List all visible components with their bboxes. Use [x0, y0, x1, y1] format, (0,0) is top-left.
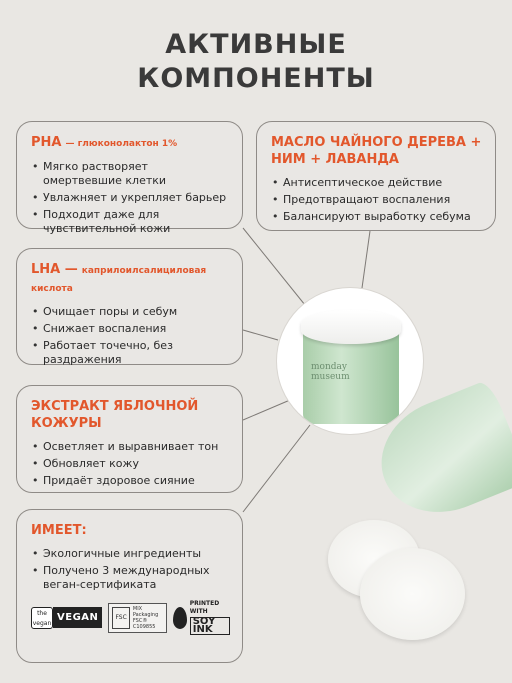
lha-list: [31, 305, 230, 367]
fsc-line-3: FSC® C109855: [132, 617, 156, 630]
fsc-tree-icon: FSC: [112, 607, 129, 629]
list-item: • Работает точечно, без раздражения: [31, 339, 230, 367]
jar-brand-label: [311, 362, 350, 382]
lha-name: LHA —: [31, 262, 78, 277]
title-line-1: АКТИВНЫЕ: [165, 29, 347, 60]
tea-tree-name: МАСЛО ЧАЙНОГО ДЕРЕВА + НИМ + ЛАВАНДА: [271, 135, 482, 167]
list-item: • Обновляет кожу: [31, 457, 230, 471]
lha-subtitle: каприлоилсалициловая кислота: [31, 266, 207, 294]
tea-tree-list: [271, 176, 483, 224]
card-tea-tree: [256, 121, 496, 231]
card-lha-heading: [31, 261, 230, 297]
product-jar-image: [277, 288, 423, 434]
pha-name: PHA: [31, 135, 62, 150]
list-item: • Осветляет и выравнивает тон: [31, 440, 230, 454]
list-item: • Подходит даже для чувствительной кожи: [31, 208, 230, 236]
soy-drop-icon: [173, 607, 187, 629]
vegan-badge: [31, 607, 102, 629]
brand-line-2: museum: [311, 372, 350, 382]
list-item: • Получено 3 международных веган-сертификата: [31, 564, 230, 592]
toner-pad: [360, 548, 465, 640]
brand-line-1: monday: [311, 362, 347, 372]
card-has-heading: [31, 522, 230, 539]
certifications: [31, 600, 230, 635]
list-item: • Предотвращают воспаления: [271, 193, 483, 207]
card-tea-tree-heading: [271, 134, 483, 168]
list-item: • Снижает воспаления: [31, 322, 230, 336]
pha-list: [31, 160, 230, 236]
list-item: • Балансируют выработку себума: [271, 210, 483, 224]
jar-lid: [301, 310, 401, 344]
card-apple: [16, 385, 243, 493]
apple-name: ЭКСТРАКТ ЯБЛОЧНОЙ КОЖУРЫ: [31, 399, 199, 431]
soy-line-2: SOY INK: [190, 617, 230, 635]
list-item: • Увлажняет и укрепляет барьер: [31, 191, 230, 205]
card-apple-heading: [31, 398, 230, 432]
has-name: ИМЕЕТ:: [31, 523, 87, 538]
vegan-label: VEGAN: [53, 607, 102, 628]
list-item: • Экологичные ингредиенты: [31, 547, 230, 561]
card-lha: [16, 248, 243, 365]
fsc-line-1: MIX: [132, 605, 143, 612]
apple-list: [31, 440, 230, 488]
vegan-logo-icon: the vegan: [31, 607, 53, 629]
card-pha: [16, 121, 243, 235]
list-item: • Мягко растворяет омертвевшие клетки: [31, 160, 230, 188]
has-list: [31, 547, 230, 592]
card-has: [16, 509, 243, 663]
fsc-badge: [108, 603, 166, 633]
page-title: [0, 28, 512, 96]
title-line-2: КОМПОНЕНТЫ: [137, 63, 375, 94]
fsc-line-2: Packaging: [132, 611, 159, 618]
list-item: • Антисептическое действие: [271, 176, 483, 190]
pha-subtitle: — глюконолактон 1%: [65, 139, 178, 149]
list-item: • Очищает поры и себум: [31, 305, 230, 319]
soy-line-1: PRINTED WITH: [189, 600, 220, 615]
soy-ink-badge: [173, 600, 230, 635]
card-pha-heading: [31, 134, 230, 152]
list-item: • Придаёт здоровое сияние: [31, 474, 230, 488]
